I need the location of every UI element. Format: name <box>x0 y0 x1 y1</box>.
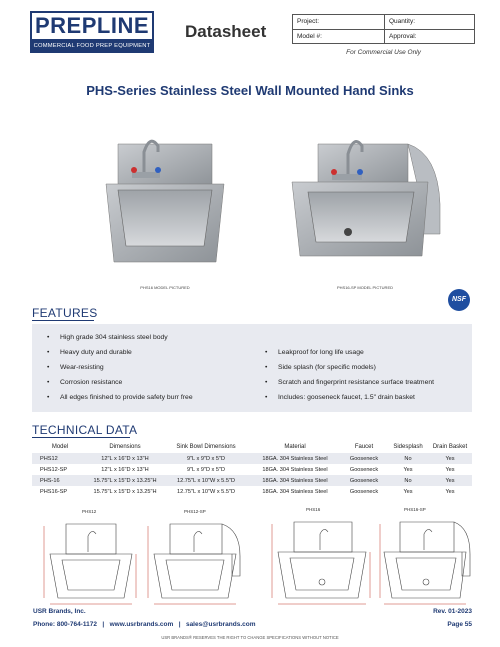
table-cell: Gooseneck <box>349 488 379 495</box>
logo-brand-text: PREPLINE <box>34 13 150 38</box>
footer-disclaimer: USR BRANDS® RESERVES THE RIGHT TO CHANGE SPECIFICATIONS WITHOUT NOTICE <box>161 635 339 640</box>
model-field[interactable]: Model #: <box>293 30 385 45</box>
photo-caption-right: PHS16-SP MODEL PICTURED <box>336 285 393 290</box>
table-cell: 18GA. 304 Stainless Steel <box>262 488 328 495</box>
technical-drawing-phs16 <box>266 512 376 615</box>
features-underline <box>32 320 94 321</box>
technical-drawing-phs12 <box>36 516 146 615</box>
col-header-dimensions: Dimensions <box>109 444 141 450</box>
table-cell: 9"L x 9"D x 5"D <box>186 466 226 473</box>
feature-item: • All edges finished to provide safety burr free <box>47 394 193 401</box>
col-header-bowl: Sink Bowl Dimensions <box>176 444 236 450</box>
technical-table <box>32 441 472 497</box>
footer-page-number: Page 55 <box>447 621 472 628</box>
technical-underline <box>32 437 130 438</box>
col-header-model: Model <box>51 444 69 450</box>
product-photo-phs16-sp <box>288 124 443 282</box>
table-header-row <box>32 441 472 453</box>
photo-caption-left: PHS16 MODEL PICTURED <box>140 285 190 290</box>
table-cell: Gooseneck <box>349 466 379 473</box>
features-panel <box>32 324 472 412</box>
table-cell: 12.75"L x 10"W x 5.5"D <box>177 477 235 484</box>
table-cell: Yes <box>445 477 455 484</box>
table-row <box>32 486 472 497</box>
drawing-label: PHS12 <box>82 509 97 514</box>
feature-item: • Corrosion resistance <box>47 379 123 386</box>
table-cell: 18GA. 304 Stainless Steel <box>262 455 328 462</box>
brand-logo <box>30 11 154 53</box>
table-cell: Yes <box>403 466 413 473</box>
table-cell: Gooseneck <box>349 455 379 462</box>
table-cell: 18GA. 304 Stainless Steel <box>262 477 328 484</box>
table-cell: 9"L x 9"D x 5"D <box>186 455 226 462</box>
footer-company: USR Brands, Inc. <box>33 608 86 615</box>
page-title: PHS-Series Stainless Steel Wall Mounted Hand Sinks <box>86 83 414 98</box>
table-cell: No <box>404 455 412 462</box>
table-row <box>32 475 472 486</box>
table-cell: PHS-16 <box>40 477 60 484</box>
product-photo-phs16 <box>100 122 230 282</box>
table-cell: 12.75"L x 10"W x 5.5"D <box>177 488 235 495</box>
feature-item: • Scratch and fingerprint resistance surface treatment <box>265 379 435 386</box>
feature-item: • Heavy duty and durable <box>47 349 132 356</box>
feature-item: • Leakproof for long life usage <box>265 349 364 356</box>
logo-tagline: COMMERCIAL FOOD PREP EQUIPMENT <box>32 39 152 53</box>
technical-drawing-phs16-sp <box>376 512 476 615</box>
drawing-label: PHS16-SP <box>404 507 426 512</box>
approval-field[interactable]: Approval: <box>389 32 417 40</box>
col-header-sidesplash: Sidesplash <box>393 444 423 450</box>
table-cell: 15.75"L x 15"D x 13.25"H <box>93 488 157 495</box>
feature-item: • Side splash (for specific models) <box>265 364 376 371</box>
col-header-material: Material <box>284 444 306 450</box>
table-cell: Gooseneck <box>349 477 379 484</box>
table-cell: PHS12-SP <box>40 466 68 473</box>
project-field[interactable]: Project: <box>293 15 385 30</box>
table-cell: PHS12 <box>40 455 58 462</box>
table-cell: Yes <box>445 488 455 495</box>
col-header-drain: Drain Basket <box>432 444 468 450</box>
table-cell: Yes <box>445 455 455 462</box>
commercial-note: For Commercial Use Only <box>346 49 421 56</box>
table-cell: 12"L x 16"D x 13"H <box>101 455 149 462</box>
nsf-badge: NSF <box>448 289 470 311</box>
quantity-field[interactable]: Quantity: <box>389 18 416 25</box>
table-row <box>32 453 472 464</box>
table-row <box>32 464 472 475</box>
table-cell: PHS16-SP <box>40 488 68 495</box>
table-cell: Yes <box>445 466 455 473</box>
footer-contact[interactable]: Phone: 800-764-1172 | www.usrbrands.com | sales@usrbrands.com <box>33 621 256 628</box>
table-cell: 18GA. 304 Stainless Steel <box>262 466 328 473</box>
feature-item: • Wear-resisting <box>47 364 104 371</box>
project-form <box>292 14 475 44</box>
table-cell: 15.75"L x 15"D x 13.25"H <box>93 477 157 484</box>
table-cell: Yes <box>403 488 413 495</box>
feature-item: • High grade 304 stainless steel body <box>47 334 168 341</box>
features-heading: FEATURES <box>32 306 98 320</box>
datasheet-title: Datasheet <box>185 22 267 41</box>
table-cell: 12"L x 16"D x 13"H <box>101 466 149 473</box>
footer-revision: Rev. 01-2023 <box>433 608 472 615</box>
col-header-faucet: Faucet <box>354 444 374 450</box>
technical-drawing-phs12-sp <box>140 516 252 615</box>
technical-heading: TECHNICAL DATA <box>32 423 138 437</box>
drawing-label: PHS16 <box>306 507 321 512</box>
table-cell: No <box>404 477 412 484</box>
drawing-label: PHS12-SP <box>184 509 206 514</box>
feature-item: • Includes: gooseneck faucet, 1.5" drain basket <box>265 394 415 401</box>
